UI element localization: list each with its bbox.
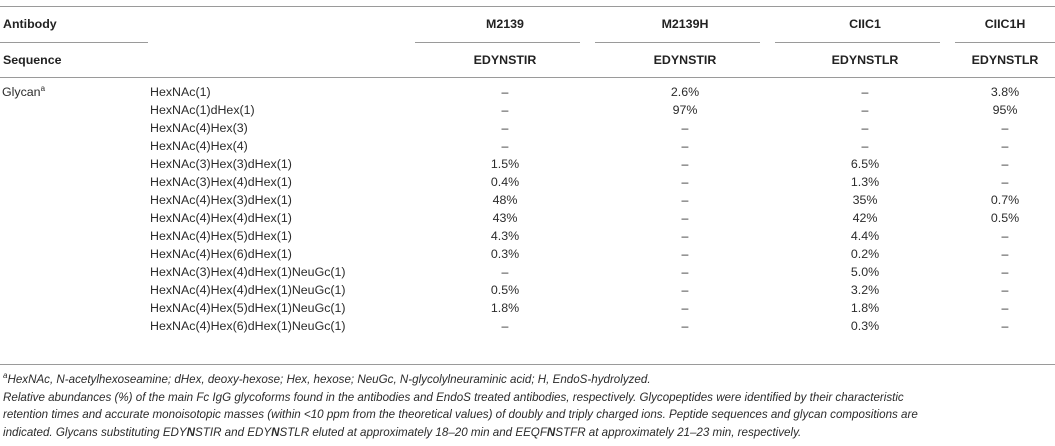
footnote-text: indicated. Glycans substituting EDYNSTIR and EDYNSTLR eluted at approximately 18–20 min and EEQFNSTFR at approximately 21–23 min, respectively. [3, 425, 802, 439]
abundance-cell: – [1001, 139, 1009, 153]
abundance-cell: 0.7% [990, 193, 1020, 207]
abundance-cell: 6.5% [850, 157, 880, 171]
sequence-cell: EDYNSTIR [653, 53, 717, 67]
table-row [0, 83, 1055, 101]
abundance-cell: 4.3% [490, 229, 520, 243]
table-row [0, 245, 1055, 263]
table-row [0, 101, 1055, 119]
footnote-text: Relative abundances (%) of the main Fc IgG glycoforms found in the antibodies and EndoS treated antibodies, respectively. Glycopeptides were identified by their characteristic [3, 390, 904, 404]
abundance-cell: – [681, 193, 689, 207]
abundance-cell: 0.2% [850, 247, 880, 261]
abundance-cell: – [681, 319, 689, 333]
abundance-cell: – [501, 139, 509, 153]
abundance-cell: 4.4% [850, 229, 880, 243]
abundance-cell: 42% [852, 211, 878, 225]
abundance-cell: – [681, 247, 689, 261]
abundance-cell: – [681, 283, 689, 297]
abundance-cell: 5.0% [850, 265, 880, 279]
abundance-cell: – [1001, 175, 1009, 189]
abundance-cell: – [1001, 121, 1009, 135]
abundance-cell: – [681, 157, 689, 171]
abundance-cell: 0.4% [490, 175, 520, 189]
column-header: M2139H [661, 17, 709, 31]
abundance-cell: 1.8% [490, 301, 520, 315]
glycan-composition: HexNAc(4)Hex(6)dHex(1) [150, 247, 292, 261]
antibody-header-row [0, 0, 1055, 42]
abundance-cell: – [681, 229, 689, 243]
table-bottom-rule [0, 364, 1055, 365]
glycan-composition: HexNAc(1) [150, 85, 211, 99]
abundance-cell: 1.5% [490, 157, 520, 171]
abundance-cell: – [501, 319, 509, 333]
sequence-cell: EDYNSTIR [473, 53, 537, 67]
glycan-composition: HexNAc(4)Hex(4)dHex(1) [150, 211, 292, 225]
glycan-label: Glycan$^a$ [2, 83, 46, 99]
abundance-cell: – [681, 121, 689, 135]
abundance-cell: – [681, 301, 689, 315]
glycan-composition: HexNAc(4)Hex(3)dHex(1) [150, 193, 292, 207]
abundance-cell: 3.8% [990, 85, 1020, 99]
abundance-cell: 95% [992, 103, 1018, 117]
antibody-label: Antibody [3, 17, 57, 31]
abundance-cell: – [861, 121, 869, 135]
abundance-cell: – [1001, 283, 1009, 297]
table-row [0, 227, 1055, 245]
sequence-cell: EDYNSTLR [971, 53, 1039, 67]
footnote-abbreviations: $^a$HexNAc, N-acetylhexoseamine; dHex, deoxy-hexose; Hex, hexose; NeuGc, N-glycolylneuraminic acid; H, EndoS-hydrolyzed. [3, 371, 651, 386]
abundance-cell: 48% [492, 193, 518, 207]
abundance-cell: – [681, 211, 689, 225]
abundance-cell: – [501, 103, 509, 117]
abundance-cell: – [1001, 229, 1009, 243]
abundance-cell: 0.5% [490, 283, 520, 297]
abundance-cell: – [501, 85, 509, 99]
abundance-cell: 2.6% [670, 85, 700, 99]
table-row [0, 137, 1055, 155]
table-row [0, 263, 1055, 281]
glycan-composition: HexNAc(4)Hex(5)dHex(1)NeuGc(1) [150, 301, 346, 315]
column-header: CIIC1 [849, 17, 881, 31]
glycan-composition: HexNAc(4)Hex(4)dHex(1)NeuGc(1) [150, 283, 346, 297]
table-row [0, 209, 1055, 227]
abundance-cell: – [861, 103, 869, 117]
footnote-marker: a [3, 371, 8, 381]
glycan-composition: HexNAc(3)Hex(4)dHex(1)NeuGc(1) [150, 265, 346, 279]
table-row [0, 299, 1055, 317]
abundance-cell: – [861, 85, 869, 99]
sequence-cell: EDYNSTLR [831, 53, 899, 67]
abundance-cell: – [1001, 247, 1009, 261]
abundance-cell: 1.3% [850, 175, 880, 189]
glycan-composition: HexNAc(1)dHex(1) [150, 103, 255, 117]
table-row [0, 191, 1055, 209]
abundance-cell: 35% [852, 193, 878, 207]
abundance-cell: – [1001, 319, 1009, 333]
footnote-text: retention times and accurate monoisotopic masses (within <10 ppm from the theoretical values) of doubly and triply charged ions. Peptide sequences and glycan compositions are [3, 408, 918, 421]
abundance-cell: – [1001, 157, 1009, 171]
glycan-composition: HexNAc(3)Hex(4)dHex(1) [150, 175, 292, 189]
abundance-cell: – [501, 121, 509, 135]
abundance-cell: 0.3% [490, 247, 520, 261]
abundance-cell: – [681, 139, 689, 153]
glycan-composition: HexNAc(3)Hex(3)dHex(1) [150, 157, 292, 171]
column-header: CIIC1H [984, 17, 1026, 31]
column-header: M2139 [486, 17, 524, 31]
abundance-cell: 3.2% [850, 283, 880, 297]
abundance-cell: – [681, 175, 689, 189]
glycan-composition: HexNAc(4)Hex(5)dHex(1) [150, 229, 292, 243]
glycan-composition: HexNAc(4)Hex(4) [150, 139, 248, 153]
abundance-cell: 0.3% [850, 319, 880, 333]
abundance-cell: 0.5% [990, 211, 1020, 225]
abundance-cell: 97% [672, 103, 698, 117]
abundance-cell: – [1001, 265, 1009, 279]
table-row [0, 155, 1055, 173]
table-row [0, 173, 1055, 191]
glycan-composition: HexNAc(4)Hex(3) [150, 121, 248, 135]
abundance-cell: – [681, 265, 689, 279]
abundance-cell: – [1001, 301, 1009, 315]
abundance-cell: 1.8% [850, 301, 880, 315]
sequence-header-row [0, 42, 1055, 78]
sequence-label: Sequence [3, 53, 62, 67]
glycan-composition: HexNAc(4)Hex(6)dHex(1)NeuGc(1) [150, 319, 346, 333]
abundance-cell: – [501, 265, 509, 279]
abundance-cell: – [861, 139, 869, 153]
abundance-cell: 43% [492, 211, 518, 225]
table-row [0, 281, 1055, 299]
table-row [0, 119, 1055, 137]
table-footnotes [3, 371, 1053, 441]
table-row [0, 317, 1055, 335]
